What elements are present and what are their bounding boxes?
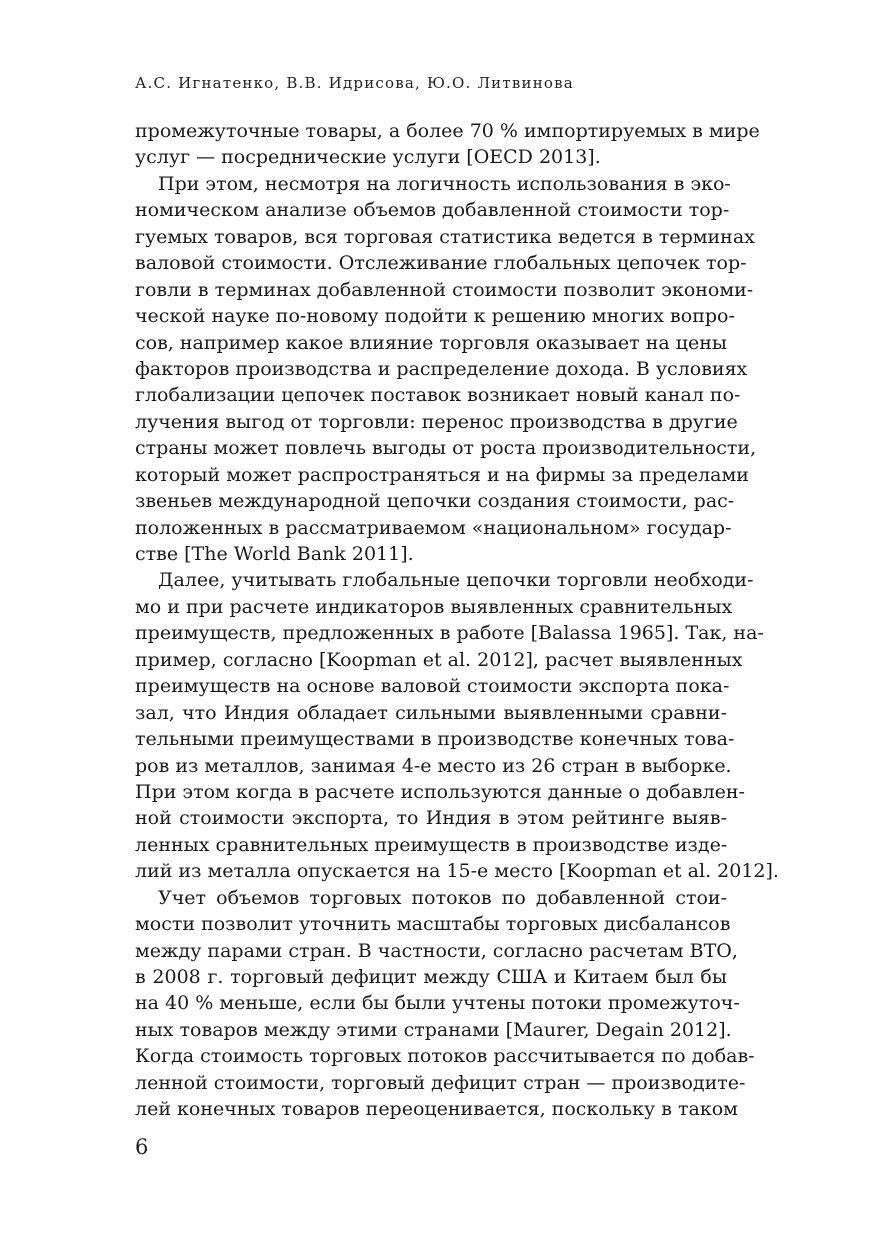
text-line: глобализации цепочек поставок возникает новый канал по- xyxy=(135,384,741,407)
text-line: тельными преимуществами в производстве конечных това- xyxy=(135,728,735,751)
text-line: положенных в рассматриваемом «национальном» государ- xyxy=(135,516,732,539)
text-line: номическом анализе объемов добавленной стоимости тор- xyxy=(135,199,730,222)
text-line: пример, согласно [Koopman et al. 2012], расчет выявленных xyxy=(135,648,743,671)
text-line: Далее, учитывать глобальные цепочки торговли необходи- xyxy=(158,569,754,592)
body-text xyxy=(135,118,779,1123)
text-line: на 40 % меньше, если бы были учтены потоки промежуточ- xyxy=(135,992,740,1015)
text-line: лий из металла опускается на 15-е место [Koopman et al. 2012]. xyxy=(135,860,779,883)
text-line: сов, например какое влияние торговля оказывает на цены xyxy=(135,331,727,354)
text-line: страны может повлечь выгоды от роста производительности, xyxy=(135,437,757,460)
text-line: При этом когда в расчете используются данные о добавлен- xyxy=(135,780,745,803)
text-line: лей конечных товаров переоценивается, поскольку в таком xyxy=(135,1098,738,1121)
text-line: ной стоимости экспорта, то Индия в этом рейтинге выяв- xyxy=(135,807,727,830)
paragraph xyxy=(135,567,779,884)
text-line: мо и при расчете индикаторов выявленных сравнительных xyxy=(135,595,733,618)
text-line: который может распространяться и на фирмы за пределами xyxy=(135,463,749,486)
text-line: звеньев международной цепочки создания стоимости, рас- xyxy=(135,490,735,513)
text-line: зал, что Индия обладает сильными выявленными сравни- xyxy=(135,701,727,724)
text-line: ленных сравнительных преимуществ в производстве изде- xyxy=(135,833,728,856)
text-line: в 2008 г. торговый дефицит между США и Китаем был бы xyxy=(135,966,727,988)
text-line: Учет объемов торговых потоков по добавленной стои- xyxy=(158,886,727,909)
text-line: ленной стоимости, торговый дефицит стран — производите- xyxy=(135,1071,746,1094)
text-line: говли в терминах добавленной стоимости позволит экономи- xyxy=(135,278,754,301)
text-line: валовой стоимости. Отслеживание глобальных цепочек тор- xyxy=(135,252,747,275)
text-line: ных товаров между этими странами [Maurer, Degain 2012]. xyxy=(135,1018,732,1041)
text-line: промежуточные товары, а более 70 % импортируемых в мире xyxy=(135,120,760,142)
text-line: факторов производства и распределение дохода. В условиях xyxy=(135,357,748,380)
text-line: ческой науке по-новому подойти к решению многих вопро- xyxy=(135,305,735,328)
text-line: преимуществ на основе валовой стоимости экспорта пока- xyxy=(135,675,730,698)
text-line: ров из металлов, занимая 4-е место из 26 стран в выборке. xyxy=(135,754,732,777)
text-line: лучения выгод от торговли: перенос производства в другие xyxy=(135,410,738,433)
text-line: мости позволит уточнить масштабы торговых дисбалансов xyxy=(135,913,731,936)
text-line: между парами стран. В частности, согласно расчетам ВТО, xyxy=(135,939,738,962)
paragraph xyxy=(135,885,755,1123)
paragraph xyxy=(135,171,757,568)
text-line: стве [The World Bank 2011]. xyxy=(135,543,414,565)
page-number: 6 xyxy=(135,1135,149,1159)
text-line: При этом, несмотря на логичность использования в эко- xyxy=(158,172,731,195)
text-line: Когда стоимость торговых потоков рассчитывается по добав- xyxy=(135,1045,755,1068)
running-header: А.С. Игнатенко, В.В. Идрисова, Ю.О. Литвинова xyxy=(135,74,574,92)
paragraph xyxy=(135,118,760,171)
text-line: гуемых товаров, вся торговая статистика ведется в терминах xyxy=(135,225,755,248)
text-line: преимуществ, предложенных в работе [Balassa 1965]. Так, на- xyxy=(135,622,764,645)
text-line: услуг — посреднические услуги [OECD 2013]. xyxy=(135,146,601,169)
